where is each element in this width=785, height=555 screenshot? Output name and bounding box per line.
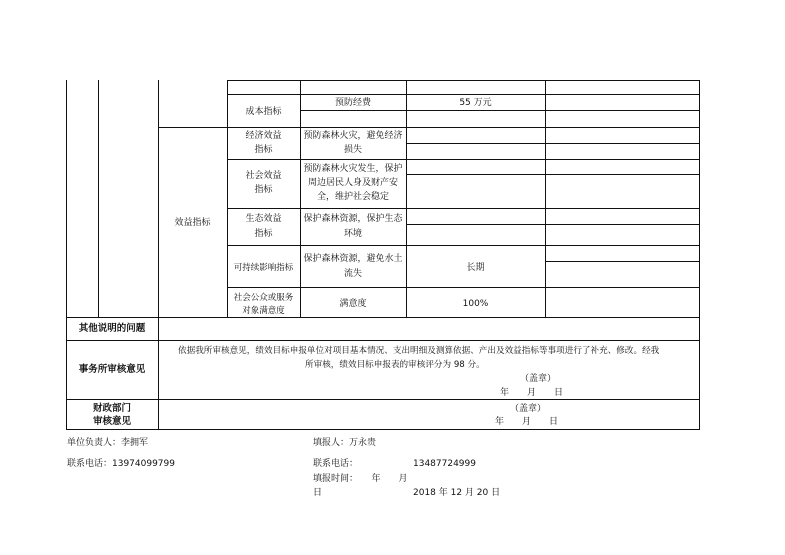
grid-line (406, 174, 700, 175)
grid-line (227, 159, 700, 160)
grid-line (406, 224, 700, 225)
sustainable-value: 长期 (466, 263, 485, 273)
sustainable-content-line2: 流失 (343, 269, 362, 279)
table-border-bottom (66, 429, 700, 430)
social-label-line1: 社会效益 (245, 171, 282, 181)
firm-review-label: 事务所审核意见 (78, 364, 146, 375)
ecological-content-line1: 保护森林资源，保护生态 (303, 214, 403, 224)
fill-time-day: 日 (313, 488, 323, 498)
grid-line (545, 261, 700, 262)
grid-line (158, 80, 159, 430)
fill-date: 2018 年 12 月 20 日 (413, 488, 501, 498)
grid-line (406, 80, 407, 317)
contact-phone-left: 联系电话：13974099799 (67, 459, 175, 469)
contact-phone-right-value: 13487724999 (413, 459, 476, 469)
table-border-left (66, 80, 67, 430)
finance-label-line2: 审核意见 (92, 416, 131, 427)
benefit-indicator-label: 效益指标 (174, 218, 211, 228)
unit-head: 单位负责人：李拥军 (67, 438, 149, 448)
satisfaction-item: 满意度 (339, 299, 367, 309)
grid-line (300, 110, 700, 111)
firm-date: 年 月 日 (500, 388, 564, 398)
firm-stamp: （盖章） (520, 374, 557, 384)
ecological-label-line2: 指标 (254, 229, 273, 239)
social-content-line3: 全，维护社会稳定 (316, 192, 389, 202)
grid-line (98, 80, 99, 317)
filler: 填报人：万永贵 (313, 438, 377, 448)
ecological-label-line1: 生态效益 (245, 214, 282, 224)
fill-time-label: 填报时间： 年 月 (313, 474, 408, 484)
satisfaction-value: 100% (462, 299, 489, 309)
ecological-content-line2: 环境 (343, 229, 362, 239)
grid-line (545, 80, 546, 317)
grid-line (227, 245, 700, 246)
cost-value: 55 万元 (459, 98, 492, 108)
grid-line (227, 80, 700, 81)
grid-line (66, 317, 700, 318)
sustainable-content-line1: 保护森林资源，避免水土 (303, 254, 403, 264)
satisfaction-label-line1: 社会公众或服务 (233, 293, 294, 303)
finance-label-line1: 财政部门 (92, 403, 131, 414)
table-border-right (699, 80, 700, 430)
social-content-line2: 周边居民人身及财产安 (307, 178, 398, 188)
grid-line (66, 340, 700, 341)
grid-line (227, 208, 700, 209)
satisfaction-label-line2: 对象满意度 (242, 306, 285, 316)
cost-indicator-label: 成本指标 (245, 107, 282, 117)
sustainable-label: 可持续影响指标 (233, 263, 294, 273)
cost-item: 预防经费 (334, 98, 371, 108)
economic-content-line1: 预防森林火灾，避免经济 (303, 131, 403, 141)
economic-content-line2: 损失 (343, 145, 362, 155)
social-content-line1: 预防森林火灾发生，保护 (303, 164, 403, 174)
finance-stamp: （盖章） (510, 404, 547, 414)
grid-line (158, 127, 700, 128)
firm-review-text-line2: 所审核，绩效目标申报表的审核评分为 98 分。 (305, 360, 485, 370)
grid-line (227, 94, 700, 95)
contact-phone-right-label: 联系电话： (313, 459, 359, 469)
grid-line (227, 287, 700, 288)
economic-label-line2: 指标 (254, 145, 273, 155)
economic-label-line1: 经济效益 (245, 131, 282, 141)
other-issues-label: 其他说明的问题 (78, 323, 146, 334)
finance-date: 年 月 日 (495, 417, 559, 427)
firm-review-text-line1: 依据我所审核意见，绩效目标申报单位对项目基本情况、支出明细及测算依据、产出及效益指标等事项进行了补充、修改。经我 (178, 346, 660, 356)
grid-line (66, 399, 700, 400)
social-label-line2: 指标 (254, 185, 273, 195)
grid-line (406, 143, 700, 144)
